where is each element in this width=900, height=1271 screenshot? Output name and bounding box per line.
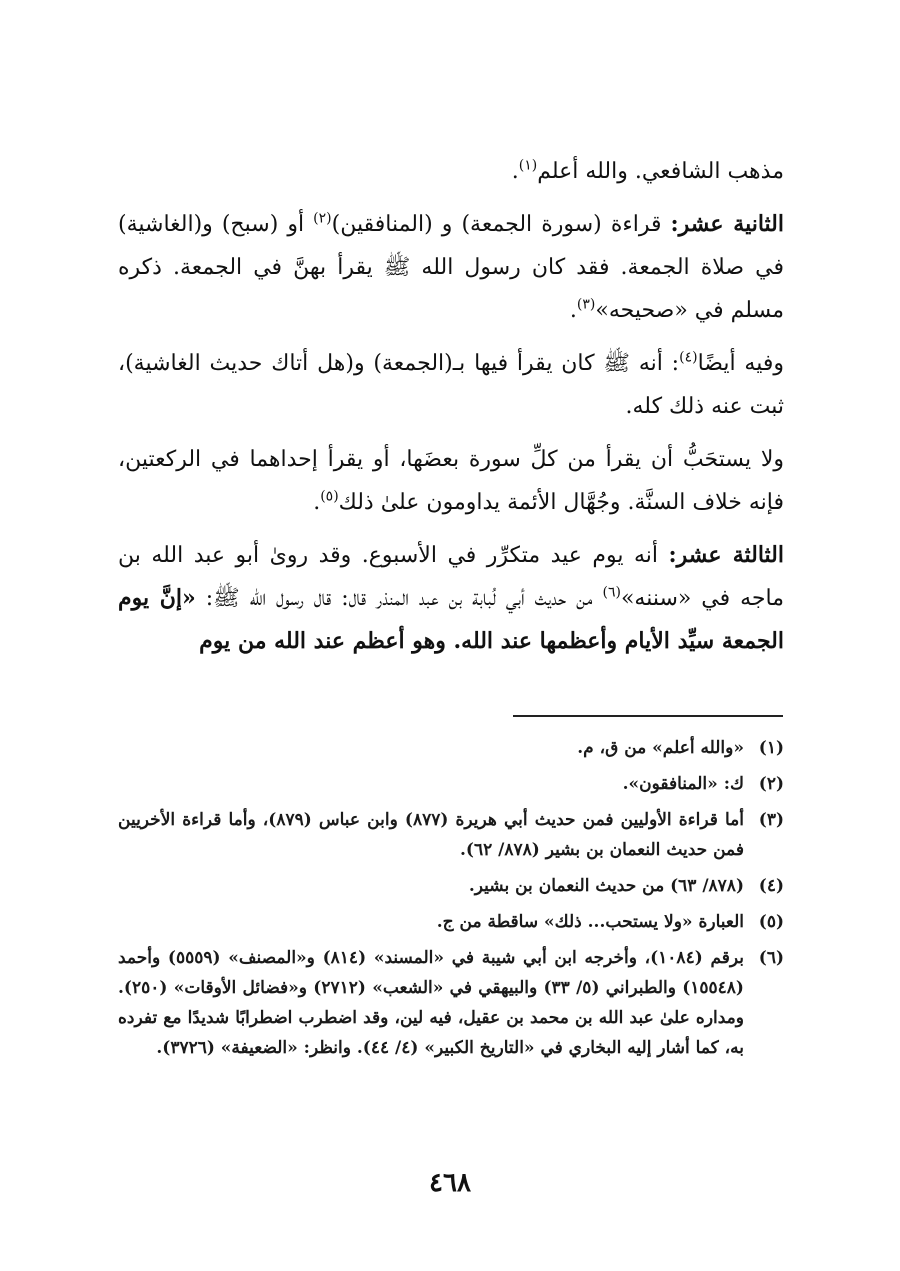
paragraph-3-text: وفيه أيضًا bbox=[697, 351, 784, 376]
paragraph-1-end: . bbox=[511, 159, 519, 184]
paragraph-1-text: مذهب الشافعي. والله أعلم bbox=[537, 159, 784, 184]
footnote-ref-3: (٣) bbox=[576, 296, 596, 313]
footnote-number: (١) bbox=[758, 738, 784, 758]
footnote-separator bbox=[513, 715, 783, 717]
footnote-ref-2: (٢) bbox=[313, 210, 332, 227]
footnote-ref-6: (٦) bbox=[602, 584, 621, 601]
paragraph-1 bbox=[118, 150, 784, 193]
footnote-number: (٣) bbox=[758, 810, 784, 830]
footnote-ref-4: (٤) bbox=[679, 349, 698, 366]
footnote-number: (٤) bbox=[758, 876, 784, 896]
footnote-number: (٥) bbox=[758, 912, 784, 932]
footnote-text: أما قراءة الأوليين فمن حديث أبي هريرة (٨٧٧) وابن عباس (٨٧٩)، وأما قراءة الأخريين فمن حديث النعمان بن بشير (٨٧٨/ ٦٢). bbox=[118, 810, 745, 860]
paragraph-4 bbox=[118, 438, 784, 524]
paragraph-4-text: ولا يستحَبُّ أن يقرأ من كلِّ سورة بعضَها، أو يقرأ إحداهما في الركعتين، فإنه خلاف السنَّة. وجُهَّال الأئمة يداومون علىٰ ذلك bbox=[118, 447, 784, 515]
footnote-text: (٨٧٨/ ٦٣) من حديث النعمان بن بشير. bbox=[468, 876, 744, 896]
paragraph-5 bbox=[118, 534, 784, 663]
paragraph-2-cont: أو (سبح) و(الغاشية) في صلاة الجمعة. فقد كان رسول الله ﷺ يقرأ بهنَّ في الجمعة. ذكره مسلم في «صحيحه» bbox=[118, 212, 784, 323]
footnote-4 bbox=[118, 871, 784, 901]
footnote-5 bbox=[118, 907, 784, 937]
paragraph-4-end: . bbox=[313, 490, 321, 515]
paragraph-5-heading: الثالثة عشر: bbox=[668, 542, 784, 568]
footnote-text: برقم (١٠٨٤)، وأخرجه ابن أبي شيبة في «المسند» (٨١٤) و«المصنف» (٥٥٥٩) وأحمد (١٥٥٤٨) والطبراني (٥/ ٣٣) والبيهقي في «الشعب» (٢٧١٢) و«فضائل الأوقات» (٢٥٠). ومداره علىٰ عبد الله بن محمد بن عقيل، فيه لين، وقد اضطرب اضطرابًا شديدًا مع تفرده به، كما أشار إليه البخاري في «التاريخ الكبير» (٤/ ٤٤). وانظر: «الضعيفة» (٣٧٢٦). bbox=[118, 948, 745, 1058]
paragraph-3 bbox=[118, 342, 784, 428]
footnote-ref-1: (١) bbox=[518, 157, 538, 174]
paragraph-2-text: قراءة (سورة الجمعة) و (المنافقين) bbox=[331, 212, 671, 237]
paragraph-5-cont: من حديث أبي لُبابة بن عبد المنذر قال: قال رسول الله ﷺ: bbox=[195, 586, 603, 611]
footnote-3 bbox=[118, 805, 784, 865]
paragraph-2 bbox=[118, 203, 784, 332]
footnote-text: «والله أعلم» من ق، م. bbox=[577, 738, 744, 758]
footnote-text: ك: «المنافقون». bbox=[622, 774, 744, 794]
main-text bbox=[118, 150, 784, 673]
footnote-number: (٦) bbox=[758, 948, 784, 968]
footnotes bbox=[118, 733, 784, 1069]
paragraph-5-text: أنه يوم عيد متكرِّر في الأسبوع. وقد روىٰ أبو عبد الله بن ماجه في «سننه» bbox=[118, 543, 784, 611]
paragraph-3-end: : أنه ﷺ كان يقرأ فيها بـ(الجمعة) و(هل أتاك حديث الغاشية)، ثبت عنه ذلك كله. bbox=[118, 351, 784, 419]
paragraph-2-heading: الثانية عشر: bbox=[670, 211, 785, 237]
footnote-number: (٢) bbox=[758, 774, 784, 794]
hadith-quote: «إنَّ يوم الجمعة سيِّد الأيام وأعظمها عند الله. وهو أعظم عند الله من يوم bbox=[118, 585, 784, 654]
footnote-ref-5: (٥) bbox=[320, 488, 339, 505]
footnote-2 bbox=[118, 769, 784, 799]
footnote-6 bbox=[118, 943, 784, 1063]
page-number: ٤٦٨ bbox=[429, 1168, 471, 1198]
paragraph-2-end: . bbox=[569, 298, 577, 323]
footnote-text: العبارة «ولا يستحب... ذلك» ساقطة من ج. bbox=[436, 912, 744, 932]
footnote-1 bbox=[118, 733, 784, 763]
